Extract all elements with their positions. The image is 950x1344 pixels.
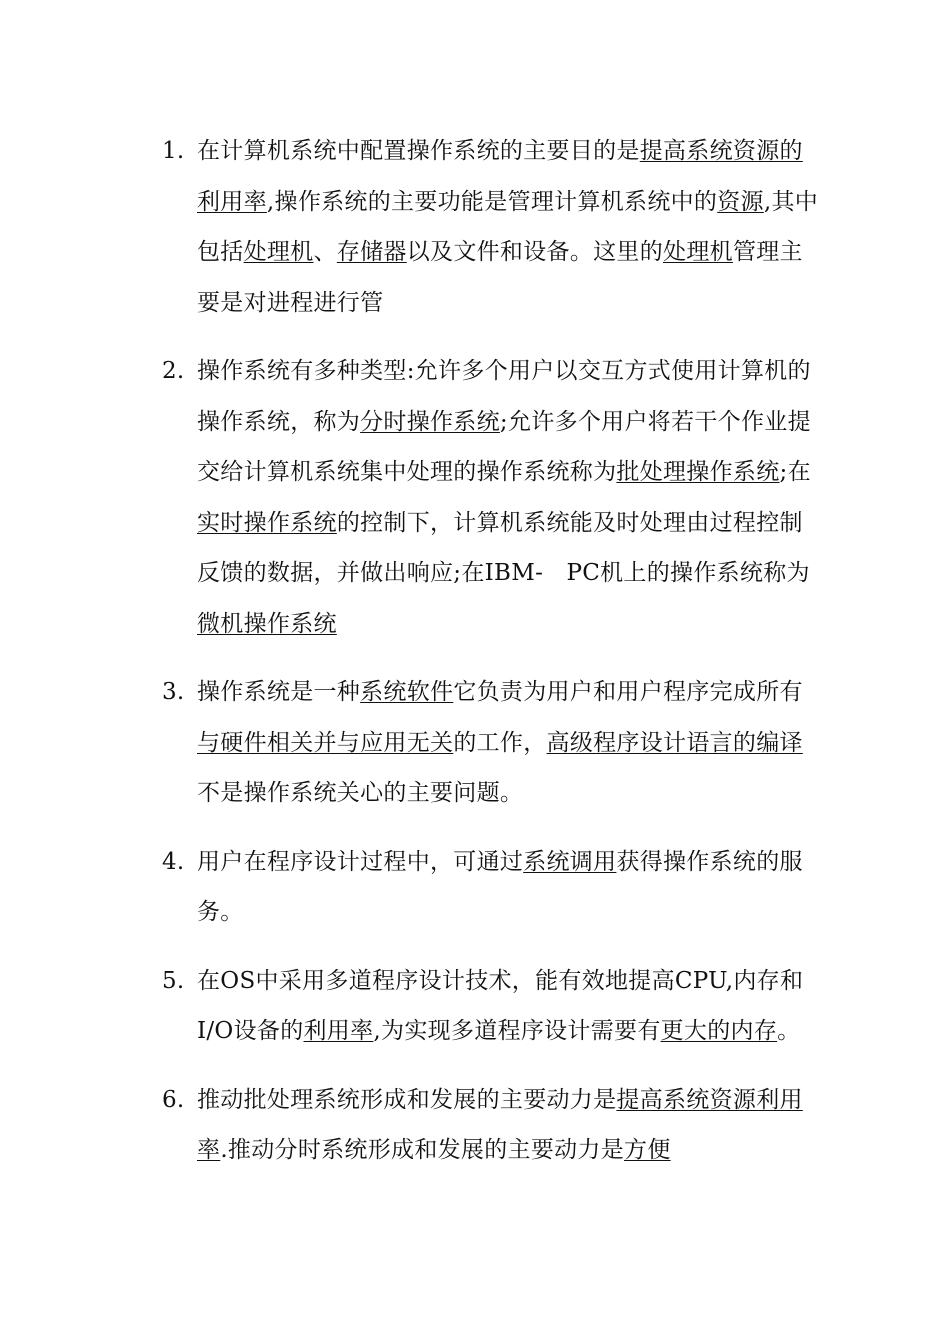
answer-text: 微机操作系统 [197, 610, 337, 637]
item-number: 3. [162, 679, 185, 705]
answer-text: 高级程序设计语言的编译 [546, 729, 803, 756]
question-list [162, 126, 822, 1194]
item-text: 用户在程序设计过程中，可通过 [197, 848, 524, 875]
answer-text: 系统软件 [360, 679, 454, 705]
answer-text: 提高系统资源利用率 [197, 1086, 803, 1163]
item-number: 6. [162, 1086, 185, 1113]
answer-text: 利用率 [303, 1018, 374, 1044]
answer-text: 处理机 [663, 239, 733, 265]
item-text: 不是操作系统关心的主要问题。 [197, 780, 524, 806]
answer-text: 处理机 [243, 239, 314, 265]
item-number: 5. [162, 967, 185, 994]
item-text: ;允许多个用户将若干个作业提交给计算机系统集中处理的操作系统称为 [197, 408, 811, 485]
item-text: 获得操作系统的服务。 [197, 848, 803, 925]
item-number: 4. [162, 848, 185, 875]
answer-text: 与硬件相关并与应用无关 [197, 729, 454, 756]
item-text: 它负责为用户和用户程序完成所有 [453, 679, 803, 705]
item-text: ,为实现多道程序设计需要有 [373, 1018, 661, 1044]
item-text: ,其中包括 [197, 188, 819, 265]
answer-text: 批处理操作系统 [616, 459, 780, 485]
item-text: 的控制下，计算机系统能及时处理由过程控制反馈的数据，并做出响应;在IBM- PC机上的操作系统称为 [197, 509, 810, 586]
item-text: 的工作， [453, 729, 547, 756]
item-text: .推动分时系统形成和发展的主要动力是 [220, 1137, 625, 1163]
item-text: 在计算机系统中配置操作系统的主要目的是 [197, 138, 640, 164]
list-item [162, 956, 822, 1057]
answer-text: 分时操作系统 [360, 408, 500, 435]
answer-text: 实时操作系统 [197, 509, 337, 536]
item-text: 、 [313, 239, 337, 265]
answer-text: 提高系统资源的利用率 [197, 138, 803, 215]
item-text: 在OS中采用多道程序设计技术，能有效地提高CPU,内存和I/O设备的 [197, 967, 804, 1044]
answer-text: 存储器 [336, 239, 407, 265]
item-text: 。 [777, 1018, 801, 1044]
item-text: 以及文件和设备。这里的 [406, 239, 664, 265]
list-item [162, 837, 822, 938]
answer-text: 方便 [624, 1137, 671, 1163]
answer-text: 系统调用 [523, 848, 617, 875]
list-item [162, 1075, 822, 1176]
item-text: 操作系统有多种类型:允许多个用户以交互方式使用计算机的操作系统，称为 [197, 358, 811, 435]
item-text: 管理主要是对进程进行管 [197, 239, 803, 316]
list-item [162, 126, 822, 328]
item-text: 推动批处理系统形成和发展的主要动力是 [197, 1086, 617, 1113]
list-item [162, 346, 822, 649]
item-text: ;在 [779, 459, 811, 485]
item-number: 1. [162, 138, 185, 164]
answer-text: 资源 [717, 188, 764, 215]
item-text: ,操作系统的主要功能是管理计算机系统中的 [266, 188, 718, 215]
item-text: 操作系统是一种 [197, 679, 361, 705]
list-item [162, 667, 822, 819]
answer-text: 更大的内存 [660, 1018, 778, 1044]
item-number: 2. [162, 358, 185, 384]
